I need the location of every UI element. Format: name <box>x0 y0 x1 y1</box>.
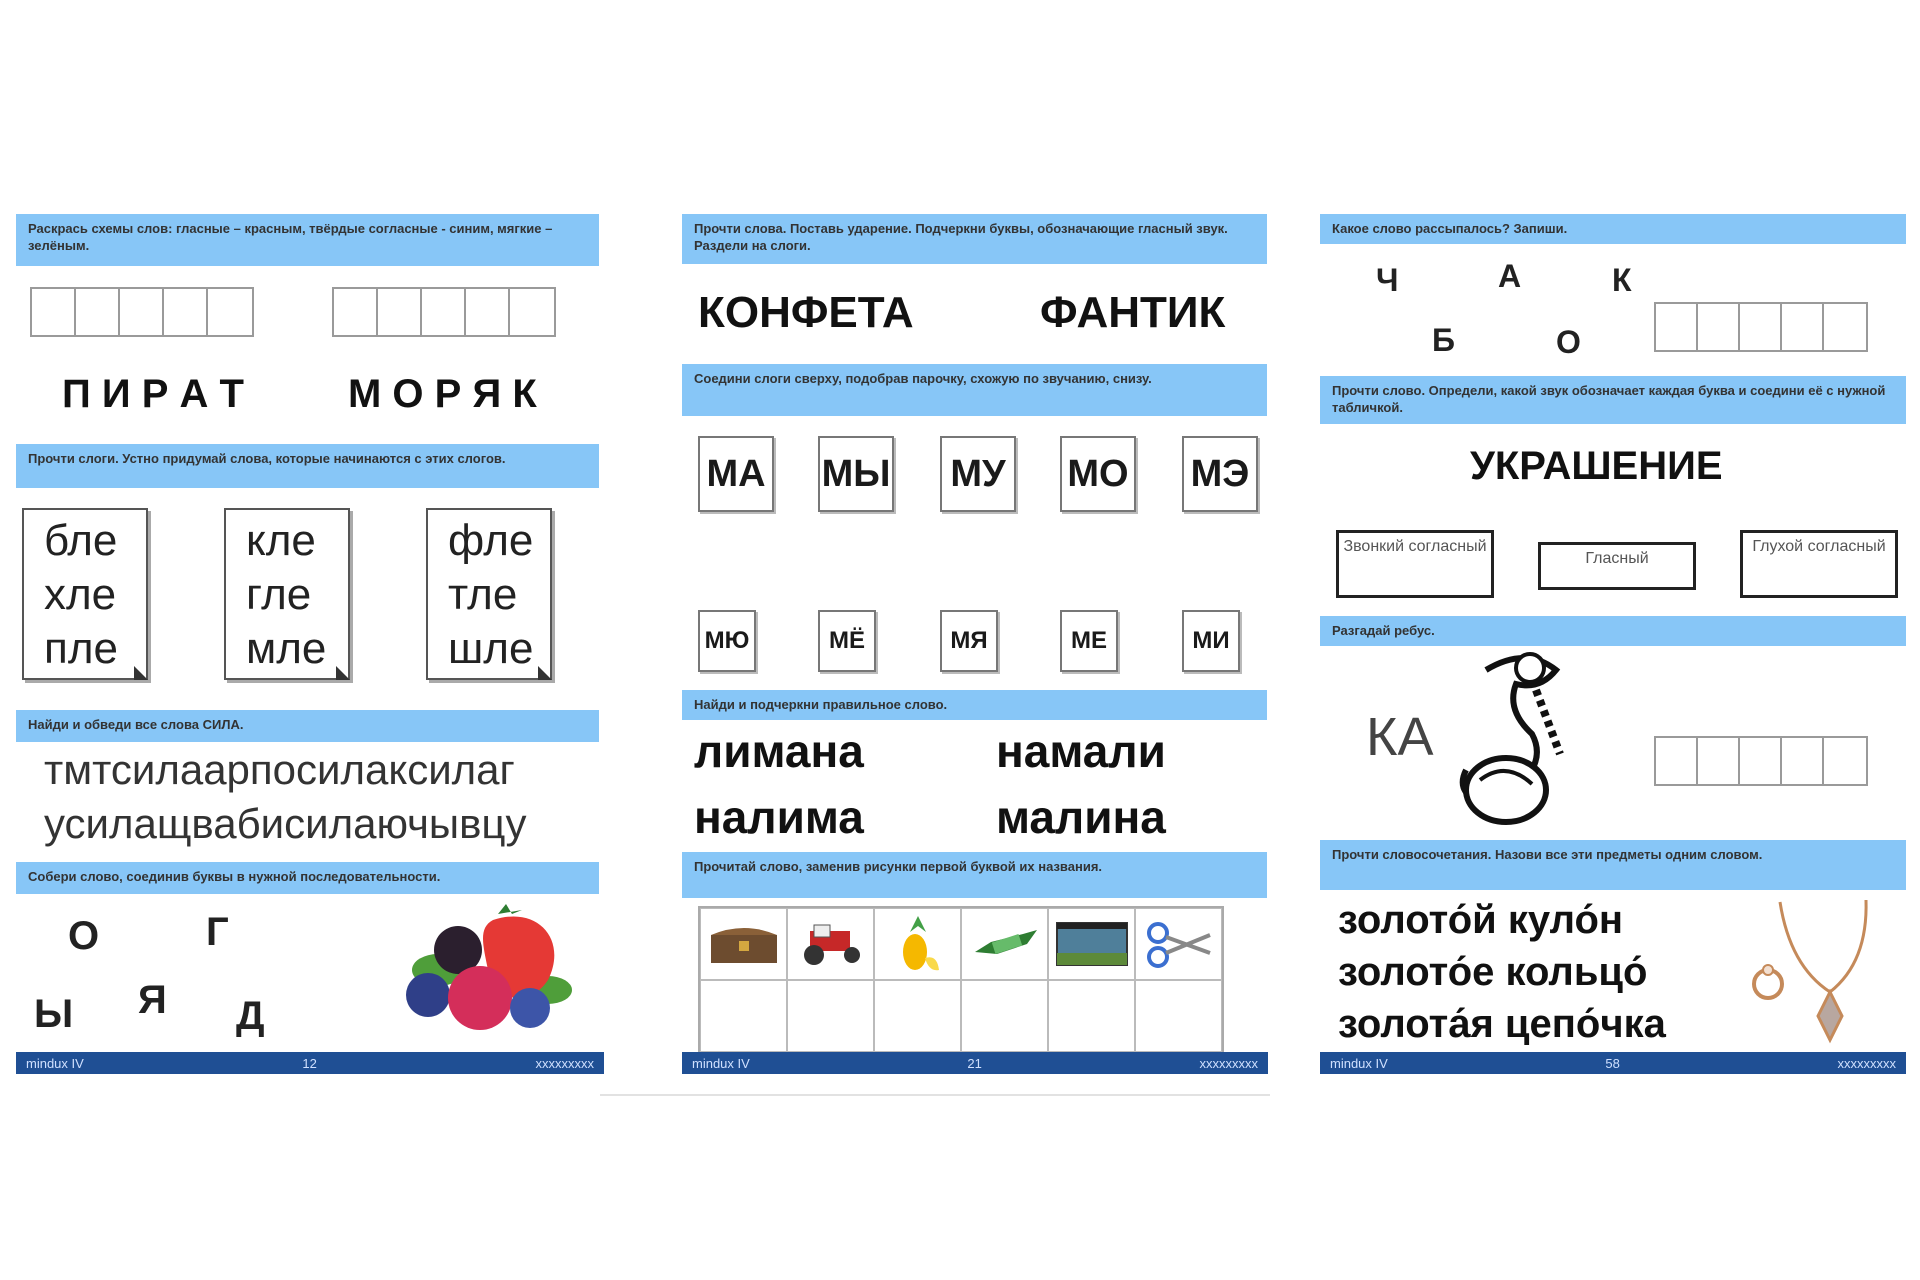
scattered-letter: Б <box>1432 322 1455 358</box>
rebus-image <box>1436 650 1576 836</box>
page-number: 21 <box>967 1055 982 1071</box>
scissors-icon <box>1135 908 1222 980</box>
berries-image <box>398 900 574 1040</box>
syllable-box[interactable]: МИ <box>1182 610 1240 672</box>
syllable-box[interactable]: МЫ <box>818 436 894 512</box>
syllable-box[interactable]: МЭ <box>1182 436 1258 512</box>
word-scheme-1[interactable] <box>30 287 254 337</box>
task-3-instruction: Найди и подчеркни правильное слово. <box>682 690 1267 720</box>
scattered-letter: К <box>1612 262 1632 298</box>
task-1-instruction: Раскрась схемы слов: гласные – красным, твёрдые согласные - синим, мягкие – зелёным. <box>16 214 599 266</box>
syllable-box[interactable]: МЕ <box>1060 610 1118 672</box>
letter-line-2: усилащвабисилаючывцу <box>44 800 527 847</box>
word-fantik: ФАНТИК <box>1040 288 1226 337</box>
scattered-letter: Я <box>138 978 167 1022</box>
footer-right: xxxxxxxxx <box>1837 1055 1896 1071</box>
picture-grid <box>698 906 1224 1054</box>
scattered-letter: А <box>1498 258 1522 294</box>
scattered-letter: Ы <box>34 992 74 1036</box>
page-footer <box>16 1052 604 1074</box>
rebus-prefix: КА <box>1366 707 1434 767</box>
syllable-box[interactable]: МЁ <box>818 610 876 672</box>
page-number: 12 <box>302 1055 317 1071</box>
jewelry-image <box>1744 896 1880 1046</box>
syllable: гле <box>246 570 312 619</box>
syllable: тле <box>448 570 518 619</box>
syllable: шле <box>448 624 534 673</box>
task-2-instruction: Соедини слоги сверху, подобрав парочку, схожую по звучанию, снизу. <box>682 364 1267 416</box>
syllable-box[interactable]: МЮ <box>698 610 756 672</box>
option-voiceless-consonant[interactable]: Глухой согласный <box>1740 530 1898 598</box>
footer-left: mindux IV <box>692 1055 750 1071</box>
page-footer <box>1320 1052 1906 1074</box>
answer-cell[interactable] <box>1048 980 1135 1052</box>
answer-cell[interactable] <box>874 980 961 1052</box>
task-4-instruction: Собери слово, соединив буквы в нужной последовательности. <box>16 862 599 894</box>
footer-right: xxxxxxxxx <box>535 1055 594 1071</box>
scattered-letter: Д <box>236 994 265 1038</box>
task-4-instruction: Прочитай слово, заменив рисунки первой буквой их названия. <box>682 852 1267 898</box>
word-konfeta: КОНФЕТА <box>698 288 914 337</box>
answer-cells[interactable] <box>1654 302 1868 352</box>
syllable: бле <box>44 516 118 565</box>
word-pirat: П И Р А Т <box>62 372 244 416</box>
phrase: золото́е кольцо́ <box>1338 950 1648 994</box>
scattered-letter: Г <box>206 910 229 954</box>
word-ukrashenie: УКРАШЕНИЕ <box>1470 444 1723 488</box>
task-3-instruction: Разгадай ребус. <box>1320 616 1906 646</box>
candy-icon <box>961 908 1048 980</box>
phrase: золото́й куло́н <box>1338 898 1624 942</box>
answer-cell[interactable] <box>1135 980 1222 1052</box>
footer-left: mindux IV <box>1330 1055 1388 1071</box>
option-vowel[interactable]: Гласный <box>1538 542 1696 590</box>
syllable-box[interactable]: МО <box>1060 436 1136 512</box>
footer-left: mindux IV <box>26 1055 84 1071</box>
phrase: золота́я цепо́чка <box>1338 1002 1666 1046</box>
syllable-card-1 <box>22 508 148 680</box>
answer-cell[interactable] <box>700 980 787 1052</box>
syllable: фле <box>448 516 534 565</box>
syllable-box[interactable]: МУ <box>940 436 1016 512</box>
task-4-instruction: Прочти словосочетания. Назови все эти предметы одним словом. <box>1320 840 1906 890</box>
word-option[interactable]: налима <box>694 791 864 843</box>
syllable: пле <box>44 624 118 673</box>
word-moryak: М О Р Я К <box>348 372 537 416</box>
chest-icon <box>700 908 787 980</box>
task-2-instruction: Прочти слоги. Устно придумай слова, которые начинаются с этих слогов. <box>16 444 599 488</box>
task-2-instruction: Прочти слово. Определи, какой звук обозначает каждая буква и соедини её с нужной табличкой. <box>1320 376 1906 424</box>
pineapple-icon <box>874 908 961 980</box>
letter-line-1: тмтсилаарпосилаксилаг <box>44 746 515 793</box>
syllable-box[interactable]: МА <box>698 436 774 512</box>
aquarium-icon <box>1048 908 1135 980</box>
word-option[interactable]: лимана <box>694 725 864 777</box>
syllable: хле <box>44 570 117 619</box>
divider <box>600 1094 1270 1096</box>
answer-cell[interactable] <box>787 980 874 1052</box>
scattered-letter: О <box>68 914 100 958</box>
word-option[interactable]: намали <box>996 725 1166 777</box>
page-number: 58 <box>1605 1055 1620 1071</box>
scattered-letter: О <box>1556 324 1581 360</box>
syllable-card-3 <box>426 508 552 680</box>
answer-cell[interactable] <box>961 980 1048 1052</box>
footer-right: xxxxxxxxx <box>1199 1055 1258 1071</box>
task-3-instruction: Найди и обведи все слова СИЛА. <box>16 710 599 742</box>
rebus-answer-cells[interactable] <box>1654 736 1868 786</box>
syllable-box[interactable]: МЯ <box>940 610 998 672</box>
syllable: мле <box>246 624 327 673</box>
task-1-instruction: Прочти слова. Поставь ударение. Подчеркни буквы, обозначающие гласный звук. Раздели на слоги. <box>682 214 1267 264</box>
syllable: кле <box>246 516 316 565</box>
scattered-letter: Ч <box>1376 262 1399 298</box>
word-option[interactable]: малина <box>996 791 1166 843</box>
option-voiced-consonant[interactable]: Звонкий согласный <box>1336 530 1494 598</box>
page-footer <box>682 1052 1268 1074</box>
task-1-instruction: Какое слово рассыпалось? Запиши. <box>1320 214 1906 244</box>
tractor-icon <box>787 908 874 980</box>
syllable-card-2 <box>224 508 350 680</box>
word-scheme-2[interactable] <box>332 287 556 337</box>
